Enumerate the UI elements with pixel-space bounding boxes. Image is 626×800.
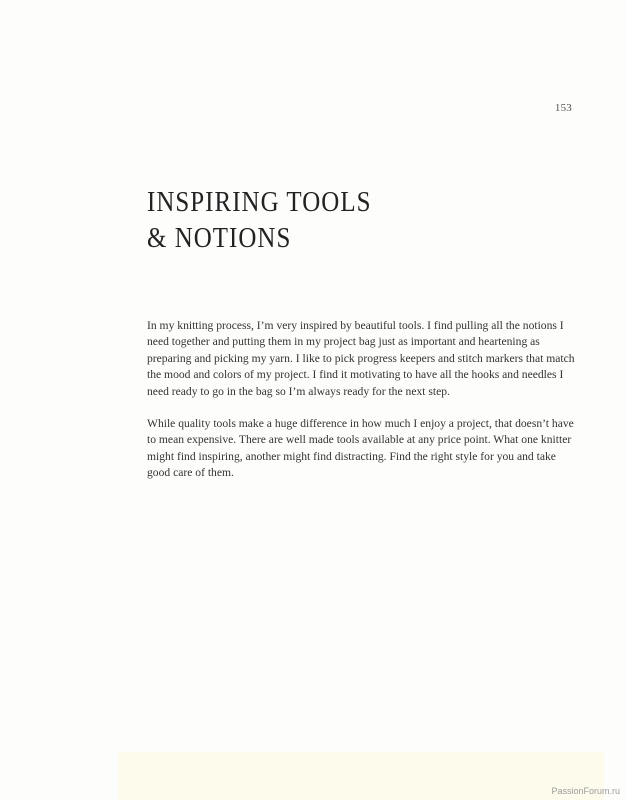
- body-text: [147, 318, 577, 498]
- watermark: PassionForum.ru: [551, 786, 620, 796]
- page-number: 153: [554, 102, 572, 114]
- bottom-band: [118, 752, 604, 800]
- paragraph-1: In my knitting process, I’m very inspired by beautiful tools. I find pulling all the notions I need together and putting them in my project bag just as important and heartening as preparing and picking my yarn. I like to pick progress keepers and stitch markers that match the mood and colors of my project. I find it motivating to have all the hooks and needles I need ready to go in the bag so I’m always ready for the next step.: [147, 319, 575, 398]
- paragraph-2: While quality tools make a huge difference in how much I enjoy a project, that doesn’t have to mean expensive. There are well made tools available at any price point. What one knitter might find inspiring, another might find distracting. Find the right style for you and take good care of them.: [147, 417, 574, 480]
- chapter-title: [147, 184, 491, 256]
- chapter-title-line-2: & NOTIONS: [147, 222, 292, 254]
- chapter-title-line-1: INSPIRING TOOLS: [147, 186, 372, 218]
